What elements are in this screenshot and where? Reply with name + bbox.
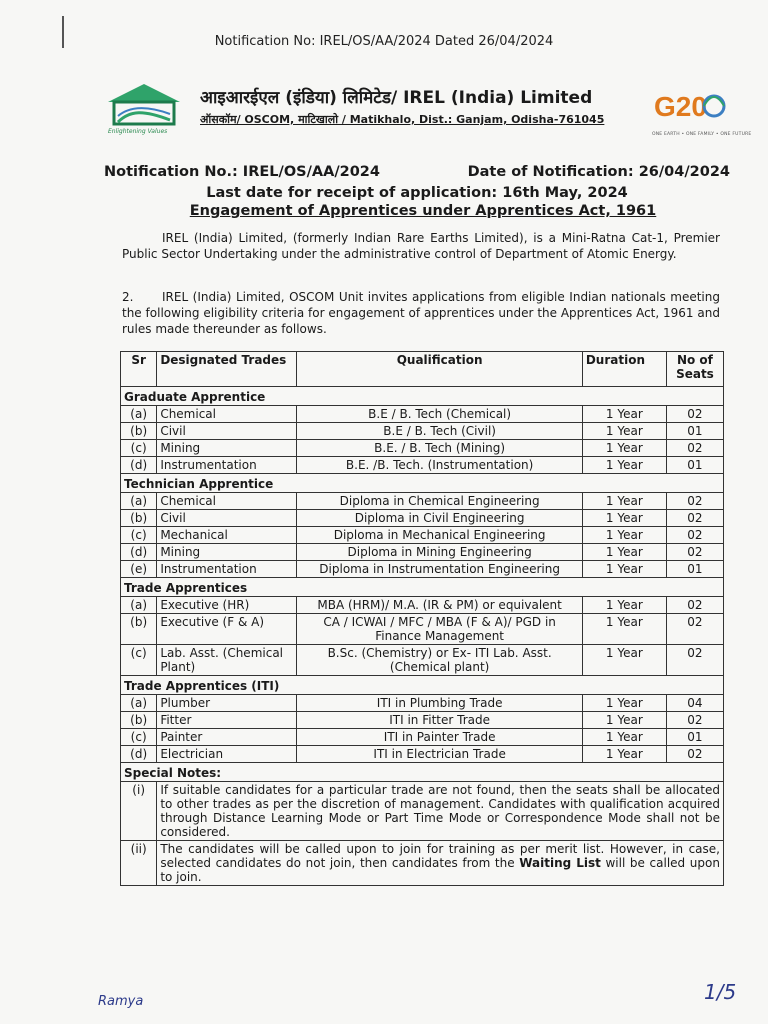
cell-seats: 02 bbox=[666, 746, 723, 763]
paragraph-number: 2. bbox=[122, 290, 134, 304]
table-row bbox=[121, 746, 724, 763]
cell-qualification: Diploma in Chemical Engineering bbox=[297, 493, 582, 510]
cell-duration: 1 Year bbox=[582, 614, 666, 645]
table-body bbox=[121, 387, 724, 886]
cell-trade: Civil bbox=[157, 423, 297, 440]
cell-duration: 1 Year bbox=[582, 440, 666, 457]
cell-seats: 02 bbox=[666, 614, 723, 645]
cell-trade: Executive (HR) bbox=[157, 597, 297, 614]
cell-qualification: B.E. / B. Tech (Mining) bbox=[297, 440, 582, 457]
cell-trade: Instrumentation bbox=[157, 457, 297, 474]
cell-duration: 1 Year bbox=[582, 712, 666, 729]
cell-trade: Chemical bbox=[157, 493, 297, 510]
section-row bbox=[121, 578, 724, 597]
cell-qualification: B.Sc. (Chemistry) or Ex- ITI Lab. Asst. (Chemical plant) bbox=[297, 645, 582, 676]
table-row bbox=[121, 423, 724, 440]
cell-qualification: B.E / B. Tech (Civil) bbox=[297, 423, 582, 440]
header-trades: Designated Trades bbox=[157, 352, 297, 387]
cell-sr: (d) bbox=[121, 544, 157, 561]
cell-trade: Mechanical bbox=[157, 527, 297, 544]
cell-seats: 02 bbox=[666, 406, 723, 423]
table-header-row bbox=[121, 352, 724, 387]
cell-seats: 02 bbox=[666, 712, 723, 729]
table-row bbox=[121, 440, 724, 457]
cell-qualification: B.E. /B. Tech. (Instrumentation) bbox=[297, 457, 582, 474]
waiting-list-emphasis: Waiting List bbox=[519, 856, 601, 870]
intro-paragraph: IREL (India) Limited, (formerly Indian Rare Earths Limited), is a Mini-Ratna Cat-1, Premier Public Sector Undertaking under the administrative control of Department of Atomic Energy. bbox=[122, 231, 720, 261]
cell-qualification: ITI in Plumbing Trade bbox=[297, 695, 582, 712]
cell-trade: Electrician bbox=[157, 746, 297, 763]
cell-duration: 1 Year bbox=[582, 597, 666, 614]
table-row bbox=[121, 510, 724, 527]
g20-text: G20 bbox=[654, 91, 707, 122]
cell-duration: 1 Year bbox=[582, 493, 666, 510]
table-row bbox=[121, 729, 724, 746]
notification-header bbox=[104, 164, 730, 180]
cell-seats: 02 bbox=[666, 645, 723, 676]
cell-seats: 02 bbox=[666, 527, 723, 544]
cell-duration: 1 Year bbox=[582, 645, 666, 676]
cell-duration: 1 Year bbox=[582, 729, 666, 746]
cell-sr: (c) bbox=[121, 729, 157, 746]
cell-qualification: Diploma in Civil Engineering bbox=[297, 510, 582, 527]
cell-qualification: ITI in Painter Trade bbox=[297, 729, 582, 746]
cell-duration: 1 Year bbox=[582, 544, 666, 561]
cell-duration: 1 Year bbox=[582, 746, 666, 763]
cell-trade: Civil bbox=[157, 510, 297, 527]
cell-qualification: ITI in Electrician Trade bbox=[297, 746, 582, 763]
notification-date: Date of Notification: 26/04/2024 bbox=[467, 164, 730, 180]
cell-seats: 01 bbox=[666, 423, 723, 440]
cell-sr: (c) bbox=[121, 527, 157, 544]
cell-qualification: CA / ICWAI / MFC / MBA (F & A)/ PGD in Finance Management bbox=[297, 614, 582, 645]
cell-seats: 01 bbox=[666, 561, 723, 578]
cell-duration: 1 Year bbox=[582, 406, 666, 423]
last-date: Last date for receipt of application: 16th May, 2024 bbox=[206, 185, 628, 201]
cell-seats: 02 bbox=[666, 597, 723, 614]
table-row bbox=[121, 544, 724, 561]
top-notification-line: Notification No: IREL/OS/AA/2024 Dated 26/04/2024 bbox=[214, 34, 554, 49]
note-number: (ii) bbox=[121, 841, 157, 886]
cell-seats: 02 bbox=[666, 544, 723, 561]
cell-seats: 01 bbox=[666, 457, 723, 474]
note-row bbox=[121, 782, 724, 841]
notification-number: Notification No.: IREL/OS/AA/2024 bbox=[104, 164, 380, 180]
table-row bbox=[121, 561, 724, 578]
cell-sr: (e) bbox=[121, 561, 157, 578]
cell-seats: 02 bbox=[666, 440, 723, 457]
cell-duration: 1 Year bbox=[582, 423, 666, 440]
table-row bbox=[121, 457, 724, 474]
cell-sr: (d) bbox=[121, 746, 157, 763]
cell-qualification: Diploma in Instrumentation Engineering bbox=[297, 561, 582, 578]
cell-qualification: B.E / B. Tech (Chemical) bbox=[297, 406, 582, 423]
cell-sr: (a) bbox=[121, 406, 157, 423]
cell-duration: 1 Year bbox=[582, 561, 666, 578]
cell-trade: Mining bbox=[157, 440, 297, 457]
cell-seats: 04 bbox=[666, 695, 723, 712]
cell-sr: (b) bbox=[121, 712, 157, 729]
cell-sr: (a) bbox=[121, 493, 157, 510]
table-row bbox=[121, 406, 724, 423]
cell-trade: Executive (F & A) bbox=[157, 614, 297, 645]
cell-duration: 1 Year bbox=[582, 457, 666, 474]
cell-sr: (b) bbox=[121, 614, 157, 645]
header-seats: No of Seats bbox=[666, 352, 723, 387]
cell-sr: (b) bbox=[121, 423, 157, 440]
cell-sr: (b) bbox=[121, 510, 157, 527]
cell-trade: Mining bbox=[157, 544, 297, 561]
cell-sr: (c) bbox=[121, 440, 157, 457]
table-row bbox=[121, 493, 724, 510]
logo-caption: Enlightening Values bbox=[108, 128, 168, 135]
cell-seats: 01 bbox=[666, 729, 723, 746]
cell-trade: Chemical bbox=[157, 406, 297, 423]
header-qualification: Qualification bbox=[297, 352, 582, 387]
table-row bbox=[121, 695, 724, 712]
eligibility-paragraph bbox=[122, 289, 720, 337]
table-row bbox=[121, 597, 724, 614]
note-text bbox=[157, 841, 724, 886]
header-sr: Sr bbox=[121, 352, 157, 387]
signature: Ramya bbox=[98, 994, 144, 1009]
cell-duration: 1 Year bbox=[582, 695, 666, 712]
cell-seats: 02 bbox=[666, 493, 723, 510]
cell-sr: (d) bbox=[121, 457, 157, 474]
cell-sr: (c) bbox=[121, 645, 157, 676]
cell-sr: (a) bbox=[121, 597, 157, 614]
note-number: (i) bbox=[121, 782, 157, 841]
cell-trade: Instrumentation bbox=[157, 561, 297, 578]
eligibility-text: IREL (India) Limited, OSCOM Unit invites applications from eligible Indian nationals meeting the following eligibility criteria for engagement of apprentices under the Apprentices Act, 1961 and rules made thereunder as follows. bbox=[122, 290, 720, 336]
table-row bbox=[121, 527, 724, 544]
cell-trade: Lab. Asst. (Chemical Plant) bbox=[157, 645, 297, 676]
cell-qualification: ITI in Fitter Trade bbox=[297, 712, 582, 729]
note-row bbox=[121, 841, 724, 886]
cell-qualification: Diploma in Mining Engineering bbox=[297, 544, 582, 561]
g20-caption: ONE EARTH • ONE FAMILY • ONE FUTURE bbox=[652, 132, 752, 137]
cell-duration: 1 Year bbox=[582, 510, 666, 527]
cell-qualification: Diploma in Mechanical Engineering bbox=[297, 527, 582, 544]
section-title: Trade Apprentices (ITI) bbox=[121, 676, 724, 695]
cell-trade: Plumber bbox=[157, 695, 297, 712]
table-row bbox=[121, 614, 724, 645]
section-row bbox=[121, 676, 724, 695]
section-title: Graduate Apprentice bbox=[121, 387, 724, 406]
cell-duration: 1 Year bbox=[582, 527, 666, 544]
note-text-part: will be called upon to join. bbox=[160, 856, 720, 884]
apprentice-table bbox=[120, 351, 724, 886]
cell-sr: (a) bbox=[121, 695, 157, 712]
table-row bbox=[121, 712, 724, 729]
table-row bbox=[121, 645, 724, 676]
cell-trade: Fitter bbox=[157, 712, 297, 729]
section-row bbox=[121, 474, 724, 493]
note-text-part: The candidates will be called upon to join for training as per merit list. However, in case, selected candidates do not join, then candidates from the bbox=[160, 842, 720, 870]
section-title: Trade Apprentices bbox=[121, 578, 724, 597]
company-address: ऑसकॉम/ OSCOM, माटिखालो / Matikhalo, Dist.: Ganjam, Odisha-761045 bbox=[200, 113, 605, 126]
cell-qualification: MBA (HRM)/ M.A. (IR & PM) or equivalent bbox=[297, 597, 582, 614]
cell-trade: Painter bbox=[157, 729, 297, 746]
cell-seats: 02 bbox=[666, 510, 723, 527]
company-name: आइआरईएल (इंडिया) लिमिटेड/ IREL (India) Limited bbox=[200, 88, 593, 108]
page-number: 1/5 bbox=[704, 980, 737, 1004]
special-notes-title: Special Notes: bbox=[121, 763, 724, 782]
section-title: Technician Apprentice bbox=[121, 474, 724, 493]
document-title: Engagement of Apprentices under Apprentices Act, 1961 bbox=[189, 203, 657, 219]
note-text: If suitable candidates for a particular trade are not found, then the seats shall be allocated to other trades as per the discretion of management. Candidates with qualification acquired through Distance Learning Mode or Part Time Mode or Correspondence Mode shall not be considered. bbox=[157, 782, 724, 841]
header-duration: Duration bbox=[582, 352, 666, 387]
special-notes-row bbox=[121, 763, 724, 782]
section-row bbox=[121, 387, 724, 406]
